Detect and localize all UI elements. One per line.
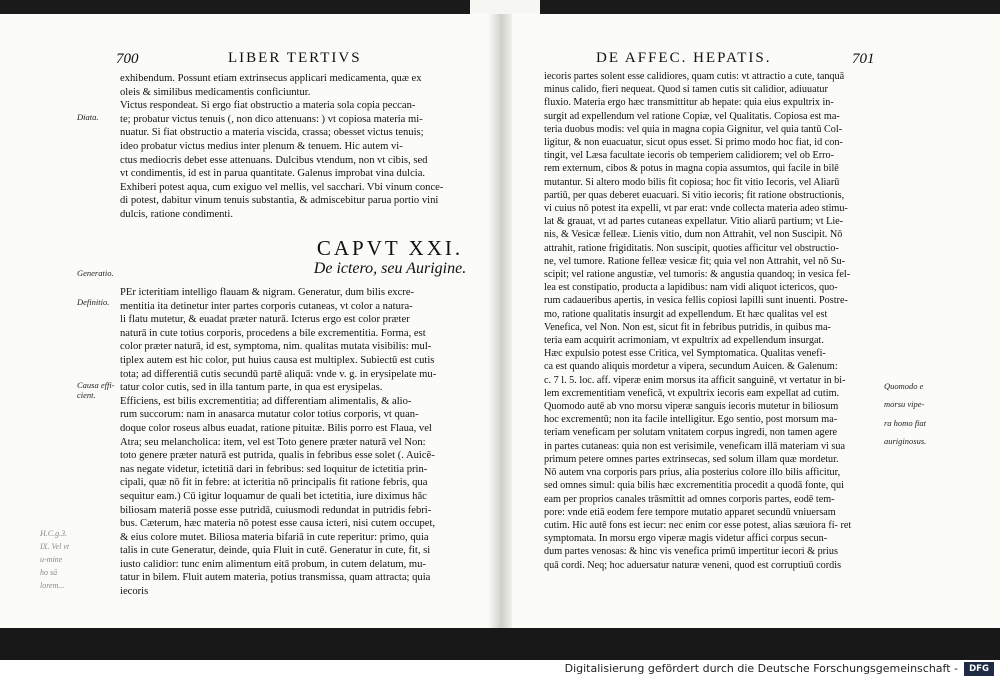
text-line: dum partes venosas: & hinc vis venefica primū impertitur iecori & prius xyxy=(544,546,838,558)
text-line: cutim. Hic autē fons est iecur: nec enim cor esse potest, alias sæuiora fi- ret xyxy=(544,519,852,531)
text-line: nas negate videtur, ictetitiā dari in febribus: sed loquitur de ictetitia prin- xyxy=(120,463,428,475)
text-line: & eius colore mutet. Biliosa materia bifariā in cute reperitur: primo, quia xyxy=(120,531,429,543)
text-line: Nō autem vna corporis pars prius, alia posterius colore illo bilis afficitur, xyxy=(544,467,841,479)
text-line: eam per proprios canales trāsmittit ad omnes corporis partes, eodē tem- xyxy=(544,493,835,505)
text-line: di potest, dabitur vinum tenuis substantia, & admiscebitur parua portio vini xyxy=(120,195,439,207)
text-line: mo, ratione qualitatis insurgit ad expellendum. Et hæc qualitas vel est xyxy=(544,308,828,320)
left-running-head: LIBER TERTIVS xyxy=(228,50,362,66)
text-line: Efficiens, est bilis excrementitia; ad differentiam alimentalis, & alio- xyxy=(120,395,412,407)
text-line: symptomata. In morsu ergo viperæ magis videtur affici corpus secun- xyxy=(544,533,828,545)
handwritten-annotation-2: IX. Vel vt xyxy=(40,542,70,551)
text-line: rum succorum: nam in anasarca mutatur color totius corporis, vt quan- xyxy=(120,409,419,421)
text-line: sed omnes simul: quia bilis hæc excrementitia procedit a quodā fonte, qui xyxy=(544,480,844,492)
margin-note-line: Quomodo e xyxy=(884,380,924,391)
margin-note-diata: Diata. xyxy=(77,112,99,122)
text-line: iecoris xyxy=(120,586,149,598)
text-line: ideo probatur victus medius inter plenum & tenuem. Hic autem vi- xyxy=(120,140,403,152)
text-line: in partes cutaneas: quia non est verisimile, veneficam illā materiam vi sua xyxy=(544,440,845,452)
text-line: ca est quando aliquis mordetur a vipera, secundum Auicen. & Galenum: xyxy=(544,361,838,373)
text-line: ne, vel tumore. Ratione felleæ vesicæ fit; quia vel non Attrahit, vel nō Su- xyxy=(544,255,846,267)
left-page-number: 700 xyxy=(116,51,139,67)
text-line: Venefica, vel Non. Non est, sicut fit in febribus putridis, in quibus ma- xyxy=(544,321,831,333)
margin-note-efficient: cient. xyxy=(77,390,96,400)
left-page xyxy=(70,14,485,628)
text-line: teriam veneficam per solutam vnitatem corpus ingredi, non tamen agere xyxy=(544,427,838,439)
text-line: vt condimentis, id est in parua quantitate. Galenus improbat vina dulcia. xyxy=(120,168,426,180)
text-line: li flatu mutetur, & euadat præter naturā. Icterus ergo est color præter xyxy=(120,314,410,326)
handwritten-annotation-1: H.C.g.3. xyxy=(40,529,68,538)
text-line: iusto calidior: tunc enim alimentum eitā probum, in cutem delatum, mu- xyxy=(120,558,426,570)
margin-note-quomodo xyxy=(884,372,954,455)
text-line: bus. Cæterum, hæc materia nō potest esse causa icteri, nisi cutem occupet, xyxy=(120,518,436,530)
right-text xyxy=(544,70,876,572)
text-line: scipit; vel ratione angustiæ, vel tumoris: & angustia quandoq; in vesica fel- xyxy=(544,269,851,281)
margin-note-causa: Causa effi- xyxy=(77,380,115,390)
margin-note-generatio: Generatio. xyxy=(77,268,114,278)
text-line: iecoris partes solent esse calidiores, quam cutis: vt attractio a cute, tanquā xyxy=(544,71,845,82)
text-line: oleis & similibus medicamentis conficiuntur. xyxy=(120,86,311,98)
text-line: partiū, per quas deberet euacuari. Si vitio iecoris; fit ratione obstructionis, xyxy=(544,189,845,201)
chapter-title: CAPVT XXI. xyxy=(316,236,464,260)
text-line: hoc excrementū; non ita facile intelligitur. Ego sentio, post morsum ma- xyxy=(544,414,838,426)
text-line: color præter naturā, id est, symptoma, nim. qualitas mutata visibilis: mul- xyxy=(120,341,432,353)
text-line: Atra; seu melancholica: item, vel est Toto genere præter naturā vel Non: xyxy=(120,436,426,448)
text-line: tota; ad differentiā cutis secundū partē aliquā: vnde v. g. in erysipelate mu- xyxy=(120,368,437,380)
text-line: rem externum, cibos & potus in magna copia assumtos, qui facile in bilē xyxy=(544,163,839,175)
text-line: tatur color cutis, sed in illa tantum parte, in qua est erysipelas. xyxy=(120,382,383,394)
text-line: ctus mediocris debet esse attenuans. Dulcibus vtendum, non vt cibis, sed xyxy=(120,154,428,166)
text-line: surgit ad expellendum vel ratione Copiæ, vel Qualitatis. Copiosa est ma- xyxy=(544,110,840,122)
text-line: naturā in cute totius corporis, procedens a bile excrementitia. Forma, est xyxy=(120,327,426,339)
text-line: Exhiberi potest aqua, cum exiguo vel mellis, vel sacchari. Vbi vinum conce- xyxy=(120,181,444,193)
text-line: lea est constipatio, producta a lapidibus: nam vidi aliquot ictericos, quo- xyxy=(544,282,838,294)
margin-note-line: ra homo fiat xyxy=(884,417,927,428)
margin-note-line: morsu vipe- xyxy=(884,399,925,409)
funding-credit: Digitalisierung gefördert durch die Deutsche Forschungsgemeinschaft - xyxy=(564,662,958,675)
scan-top-notch xyxy=(470,0,540,14)
text-line: nis, & Vesicæ felleæ. Lienis vitio, dum non Attrahit, vel non Suscipit. Nō xyxy=(544,229,843,241)
text-line: tiplex autem est hic color, put huius causa est multiplex. Subiectū est cutis xyxy=(120,354,435,366)
text-line: Victus respondeat. Si ergo fiat obstructio a materia sola copia peccan- xyxy=(120,100,416,112)
right-running-head: DE AFFEC. HEPATIS. xyxy=(596,50,772,66)
text-line: mutantur. Si altero modo bilis fit copiosa; hoc fit vitio Iecoris, vel Aliarū xyxy=(544,176,840,188)
text-line: quā cordi. Neq; hoc aduersatur naturæ veneni, quod est corruptiuū cordis xyxy=(544,559,842,571)
text-line: PEr icteritiam intelligo flauam & nigram. Generatur, dum bilis excre- xyxy=(120,287,415,298)
text-line: tingit, vel Læsa facultate iecoris ob temperiem calidiorem; vel ob Erro- xyxy=(544,150,834,162)
left-text-bottom xyxy=(120,286,458,599)
text-line: nuatur. Si fiat obstructio a materia viscida, crassa; obesset victus tenuis; xyxy=(120,127,424,139)
text-line: minus calido, fieri nequeat. Quod si tamen cutis sit calidior, adiuuatur xyxy=(544,84,828,96)
handwritten-annotation-3: u-mine xyxy=(40,555,63,564)
text-line: primum petere omnes partes extrinsecas, sed solum illam quæ mordetur. xyxy=(544,453,839,465)
text-line: lem excrementitiam veneficā, vt expultrix iecoris eam expellat ad cutim. xyxy=(544,387,840,399)
text-line: Hæc expulsio potest esse Critica, vel Symptomatica. Qualitas venefi- xyxy=(544,348,826,360)
left-text-top xyxy=(120,72,458,222)
text-line: doque color roseus albus euadat, ratione pituitæ. Bilis porro est Flaua, vel xyxy=(120,422,432,434)
text-line: toto genere præter naturā est putrida, qualis in febribus esse solet (. Auicē- xyxy=(120,450,435,462)
handwritten-annotation-5: lorem... xyxy=(40,581,65,590)
text-line: mentitia ita detinetur inter partes corporis cutaneas, vt color a natura- xyxy=(120,300,413,312)
text-line: biliosam materiā posse esse putridā, cuiusmodi redundat in putridis febri- xyxy=(120,504,432,516)
text-line: teria duobus modis: vel quia in magna copia Gignitur, vel quia tantū Col- xyxy=(544,123,843,135)
text-line: ligitur, & non euacuatur, sicut opus esset. Si primo modo hoc fiat, id con- xyxy=(544,137,843,149)
right-page xyxy=(512,14,882,628)
text-line: vi cuius nō potest ita expelli, vt par erat: vnde collecta materia adeo stimu- xyxy=(544,203,848,215)
text-line: attrahit, ratione frigiditatis. Non suscipit, quoties afficitur vel obstructio- xyxy=(544,242,839,254)
text-line: talis in cute Generatur, deinde, quia Fluit in cutē. Generatur in cute, fit, si xyxy=(120,545,431,557)
margin-note-line: auriginosus. xyxy=(884,436,927,446)
right-page-number: 701 xyxy=(852,51,875,67)
text-line: fluxio. Materia ergo hæc transmittitur ab hepate: quia eius expultrix in- xyxy=(544,97,834,109)
margin-note-definitio: Definitio. xyxy=(77,297,110,307)
text-line: pore: vnde etiā eodem fere tempore mutatio apparet secundū vniuersam xyxy=(544,506,836,518)
text-line: teria eam acquirit acrimoniam, vt expultrix ad expellendum insurgat. xyxy=(544,335,824,347)
text-line: tatur in bilem. Fluit autem materia, potius transmissa, quam attracta; quia xyxy=(120,572,431,584)
text-line: dulcis, ratione condimenti. xyxy=(120,208,233,220)
text-line: cipali, quæ nō fit in febre: at icteritia nō principalis fit ratione febris, qua xyxy=(120,477,428,489)
text-line: Quomodo autē ab vno morsu viperæ sanguis iecoris mutetur in biliosum xyxy=(544,401,839,413)
text-line: c. 7 l. 5. loc. aff. viperæ enim morsus ita afficit sanguinē, vt vertatur in bi- xyxy=(544,374,846,386)
scan-bottom-border xyxy=(0,628,1000,660)
book-gutter xyxy=(488,14,512,628)
chapter-subtitle: De ictero, seu Aurigine. xyxy=(313,260,467,277)
text-line: exhibendum. Possunt etiam extrinsecus applicari medicamenta, quæ ex xyxy=(120,73,422,84)
text-line: rum cadaueribus apertis, in vesica fellis copiosi lapilli sunt inuenti. Postre- xyxy=(544,295,848,307)
text-line: te; probatur victus tenuis (, non dico attenuans: ) vt copiosa materia mi- xyxy=(120,113,423,125)
handwritten-annotation-4: ho sā xyxy=(40,568,58,577)
dfg-logo: DFG xyxy=(964,662,994,676)
text-line: sequitur eam.) Cū igitur loquamur de quali bet ictetitia, iure diximus hāc xyxy=(120,490,427,502)
text-line: lat & grauat, vt ad partes cutaneas expellatur. Vitio aliarū partium; vt Lie- xyxy=(544,216,844,228)
